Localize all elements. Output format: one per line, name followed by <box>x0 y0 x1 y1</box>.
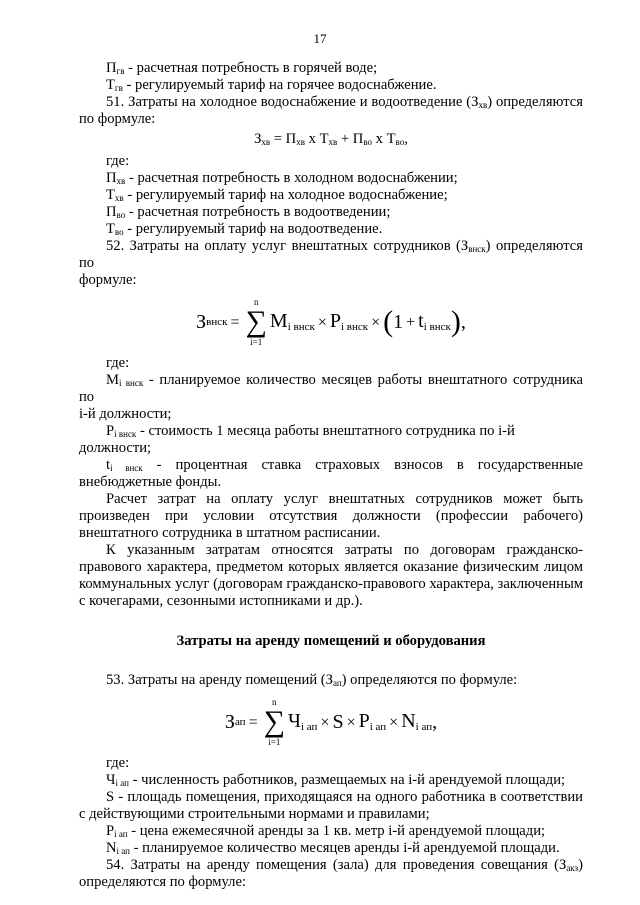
formula-52: З внск = n ∑ i=1 $M_{i внск}$ × $P_{i внск}$ × ( 1 + $t_{i внск}$ ) , <box>196 297 466 347</box>
definition-line: $P_{i ап}$ - цена ежемесячной аренды за 1 кв. метр i-й арендуемой площади; <box>106 823 546 839</box>
definition-line: $t_{i внск}$ - процентная ставка страховых взносов в государственные <box>106 457 583 473</box>
definition-line: $П_{во}$ - расчетная потребность в водоотведении; <box>106 204 391 220</box>
definition-line-cont: внебюджетные фонды. <box>79 474 222 490</box>
formula-53: З ап = n ∑ i=1 $Ч_{i ап}$ × S × $P_{i ап}$ × $N_{i ап}$ , <box>224 697 438 747</box>
paragraph-51: 51. Затраты на холодное водоснабжение и водоотведение $(З_{хв})$ определяются <box>106 94 583 110</box>
definition-line: $П_{хв}$ - расчетная потребность в холодном водоснабжении; <box>106 170 458 186</box>
document-body <box>79 60 583 891</box>
definition-line: S - площадь помещения, приходящаяся на одного работника в соответствии с действующими строительными нормами и правилами; <box>79 789 583 822</box>
sum-symbol: n ∑ i=1 <box>263 697 285 747</box>
section-heading: Затраты на аренду помещений и оборудования <box>176 633 486 649</box>
paragraph-53: 53. Затраты на аренду помещений $(З_{ап})$ определяются по формуле: <box>106 672 518 688</box>
definition-line: $Т_{во}$ - регулируемый тариф на водоотведение. <box>106 221 383 237</box>
where-label: где: <box>106 153 130 169</box>
where-label: где: <box>106 355 130 371</box>
definition-line: $N_{i ап}$ - планируемое количество месяцев аренды i-й арендуемой площади. <box>106 840 560 856</box>
paragraph-52: 52. Затраты на оплату услуг внештатных сотрудников $(З_{внск})$ определяются по <box>79 238 583 271</box>
definition-line-cont: i-й должности; <box>79 406 172 422</box>
definition-line: $P_{i внск}$ - стоимость 1 месяца работы внештатного сотрудника по i-й должности; <box>79 423 515 456</box>
formula-51: $З_{хв} = П_{хв}$ х $Т_{хв} + П_{во}$ х $Т_{во}$, <box>254 131 408 147</box>
paragraph-54: 54. Затраты на аренду помещения (зала) для проведения совещания $(З_{акз})$ <box>106 857 583 873</box>
paragraph-text: Расчет затрат на оплату услуг внештатных сотрудников может быть произведен при условии отсутствия должности (профессии рабочего) внештатного сотрудника в штатном расписании. <box>79 491 583 541</box>
sum-symbol: n ∑ i=1 <box>245 297 267 347</box>
where-label: где: <box>106 755 130 771</box>
paragraph-52-cont: формуле: <box>79 272 137 288</box>
definition-line: $Т_{гв}$ - регулируемый тариф на горячее водоснабжение. <box>106 77 437 93</box>
definition-line: $Т_{хв}$ - регулируемый тариф на холодное водоснабжение; <box>106 187 448 203</box>
definition-line: $Ч_{i ап}$ - численность работников, размещаемых на i-й арендуемой площади; <box>106 772 566 788</box>
page-number: 17 <box>313 31 327 46</box>
definition-line: $П_{гв}$ - расчетная потребность в горячей воде; <box>106 60 378 76</box>
definition-line: $M_{i внск}$ - планируемое количество месяцев работы внештатного сотрудника по <box>79 372 583 405</box>
paragraph-54-cont: определяются по формуле: <box>79 874 246 890</box>
paragraph-51-cont: по формуле: <box>79 111 156 127</box>
paragraph-text: К указанным затратам относятся затраты по договорам гражданско-правового характера, предметом которых является оказание физическим лицом коммунальных услуг (договорам гражданско-правового характера, заключенным с кочегарами, сезонными истопниками и др.). <box>79 542 583 609</box>
